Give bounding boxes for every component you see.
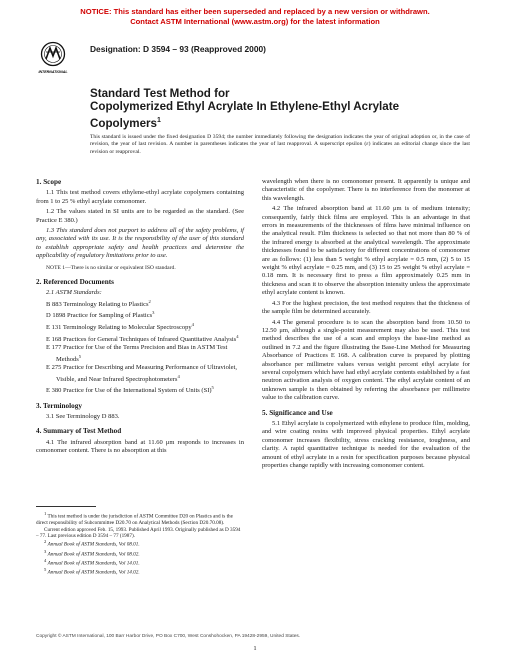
- para-4-1-continued: wavelength when there is no comonomer present. It apparently is unique and characteristic of the copolymer. There is no interference from the monomer at this wavelength.: [262, 178, 470, 202]
- para-1-3: 1.3 This standard does not purport to address all of the safety problems, if any, associated with its use. It is the responsibility of the user of this standard to establish appropriate safety and health practices and determine the applicability of regulatory limitations prior to use.: [36, 227, 244, 260]
- astm-logo-icon: [40, 40, 66, 78]
- section-2-heading: 2. Referenced Documents: [36, 278, 114, 287]
- para-1-2: 1.2 The values stated in SI units are to be regarded as the standard. (See Practice E 380.): [36, 208, 244, 224]
- para-4-3: 4.3 For the highest precision, the test method requires that the thickness of the sample film be determined accurately.: [262, 299, 470, 316]
- withdrawal-notice: [0, 7, 510, 27]
- title-line-1: Standard Test Method for: [90, 87, 230, 100]
- notice-line-1: NOTICE: This standard has either been superseded and replaced by a new version or withdrawn.: [80, 7, 430, 16]
- footnote: $^3$ Annual Book of ASTM Standards, Vol 08.02.: [44, 548, 140, 558]
- footnote: $^4$ Annual Book of ASTM Standards, Vol 14.01.: [44, 557, 140, 567]
- astm-standards-subhead: 2.1 ASTM Standards:: [46, 289, 102, 297]
- ref-item: E 131 Terminology Relating to Molecular Spectroscopy$^4$: [46, 322, 194, 332]
- designation: Designation: D 3594 – 93 (Reapproved 2000): [90, 44, 266, 54]
- title-footnote-mark[interactable]: 1: [157, 116, 161, 124]
- footnotes: [36, 506, 244, 576]
- footnote: $^2$ Annual Book of ASTM Standards, Vol 08.01.: [44, 539, 140, 549]
- footnote: $^1$ This test method is under the jurisdiction of ASTM Committee D20 on Plastics and is the direct responsibility of Subcommittee D20.70 on Analytical Methods (Section D20.70.08).: [36, 511, 233, 527]
- ref-item: E 168 Practices for General Techniques of Infrared Quantitative Analysis$^4$: [46, 333, 239, 343]
- title-line-3: Copolymers$^1$: [90, 116, 161, 130]
- ref-item: E 380 Practice for Use of the International System of Units (SI)$^5$: [46, 385, 214, 395]
- logo-text: INTERNATIONAL: [38, 70, 68, 74]
- left-column: [36, 178, 244, 458]
- para-1-1: 1.1 This test method covers ethylene-ethyl acrylate copolymers containing from 1 to 25 % ethyl acrylate comonomer.: [36, 189, 244, 205]
- note-1: NOTE 1—There is no similar or equivalent ISO standard.: [46, 264, 176, 271]
- right-column: [262, 178, 470, 472]
- copyright-line: Copyright © ASTM International, 100 Barr Harbor Drive, PO Box C700, West Conshohocken, PA 19428-2959, United States.: [36, 634, 301, 639]
- section-3-heading: 3. Terminology: [36, 401, 82, 410]
- referenced-documents-list: [36, 289, 244, 395]
- para-3-1: 3.1 See Terminology D 883.: [46, 413, 120, 421]
- page-number: 1: [253, 645, 257, 652]
- issue-note: This standard is issued under the fixed designation D 3594; the number immediately following the designation indicates the year of original adoption or, in the case of revision, the year of last revision. A number in parentheses indicates the year of last reapproval. A superscript epsilon (ε) indicates an editorial change since the last revision or reapproval.: [90, 134, 470, 155]
- para-4-4: 4.4 The general procedure is to scan the absorption band from 10.50 to 12.50 μm, although a single-point measurement may also be used. This test method describes the use of a scan and employs the base-line method as outlined in 7.2 and the figure illustrating the Base-Line Method for Measuring Absorbance of Practices E 168. A calibration curve is prepared by plotting absorbance per millimetre values versus weight percent ethyl acrylate for several copolymers which have had ethyl acrylate contents established by a fast neutron activation analysis of oxygen content. The ethyl acrylate content of an unknown sample is then obtained by referring the absorbance per millimetre value to the calibration curve.: [262, 318, 470, 402]
- section-5-heading: 5. Significance and Use: [262, 408, 333, 417]
- footnote: $^5$ Annual Book of ASTM Standards, Vol 14.02.: [44, 566, 140, 576]
- footnote: Current edition approved Feb. 15, 1993. Published April 1993. Originally published as D 3594 – 77. Last previous edition D 3594 – 77 (1987).: [36, 526, 241, 539]
- ref-item: E 177 Practice for Use of the Terms Precision and Bias in ASTM Test Methods$^5$: [46, 344, 228, 363]
- para-4-1: 4.1 The infrared absorption band at 11.60 μm responds to increases in comonomer content. There is no absorption at this: [36, 438, 244, 455]
- title-line-2: Copolymerized Ethyl Acrylate In Ethylene-Ethyl Acrylate: [90, 100, 400, 114]
- ref-item: B 883 Terminology Relating to Plastics$^2$: [46, 298, 151, 309]
- para-5-1: 5.1 Ethyl acrylate is copolymerized with ethylene to produce film, molding, and wire coating resins with improved physical properties. Ethyl acrylate comonomer increases flexibility, stress cracking resistance, toughness, and clarity. A rapid quantitative technique is needed for the evaluation of the amount of ethyl acrylate in a resin for specification purposes because physical properties change rapidly with increasing comonomer content.: [262, 419, 470, 469]
- notice-line-2: Contact ASTM International (www.astm.org) for the latest information: [130, 17, 380, 26]
- section-1-heading: 1. Scope: [36, 178, 62, 186]
- section-4-heading: 4. Summary of Test Method: [36, 427, 122, 436]
- footnote-rule: [36, 506, 96, 507]
- ref-item: D 1898 Practice for Sampling of Plastics$^3$: [46, 310, 155, 320]
- ref-item: E 275 Practice for Describing and Measuring Performance of Ultraviolet, Visible, and Near Infrared Spectrophotometers$^4$: [46, 364, 237, 383]
- document-title: [90, 87, 490, 130]
- para-4-2: 4.2 The infrared absorption band at 11.60 μm is of medium intensity; consequently, fairly thick films are employed. This is an advantage in that errors in measurements of the thicknesses of films have minimal influence on the analytical result. Film thickness is selected so that not more than 80 % of the infrared energy is absorbed at the analytical wavelength. The approximate thicknesses found to be satisfactory for different concentrations of comonomer are as follows: (1) less than 5 weight % ethyl acrylate = 0.5 mm, (2) 5 to 15 weight % ethyl acrylate = 0.25 mm, and (3) 15 to 25 weight % ethyl acrylate = 0.18 mm. It is necessary first to press a film approximately 0.25 mm in thickness and scan it to observe the absorption intensity unless the approximate ethyl acrylate content is known.: [262, 205, 470, 297]
